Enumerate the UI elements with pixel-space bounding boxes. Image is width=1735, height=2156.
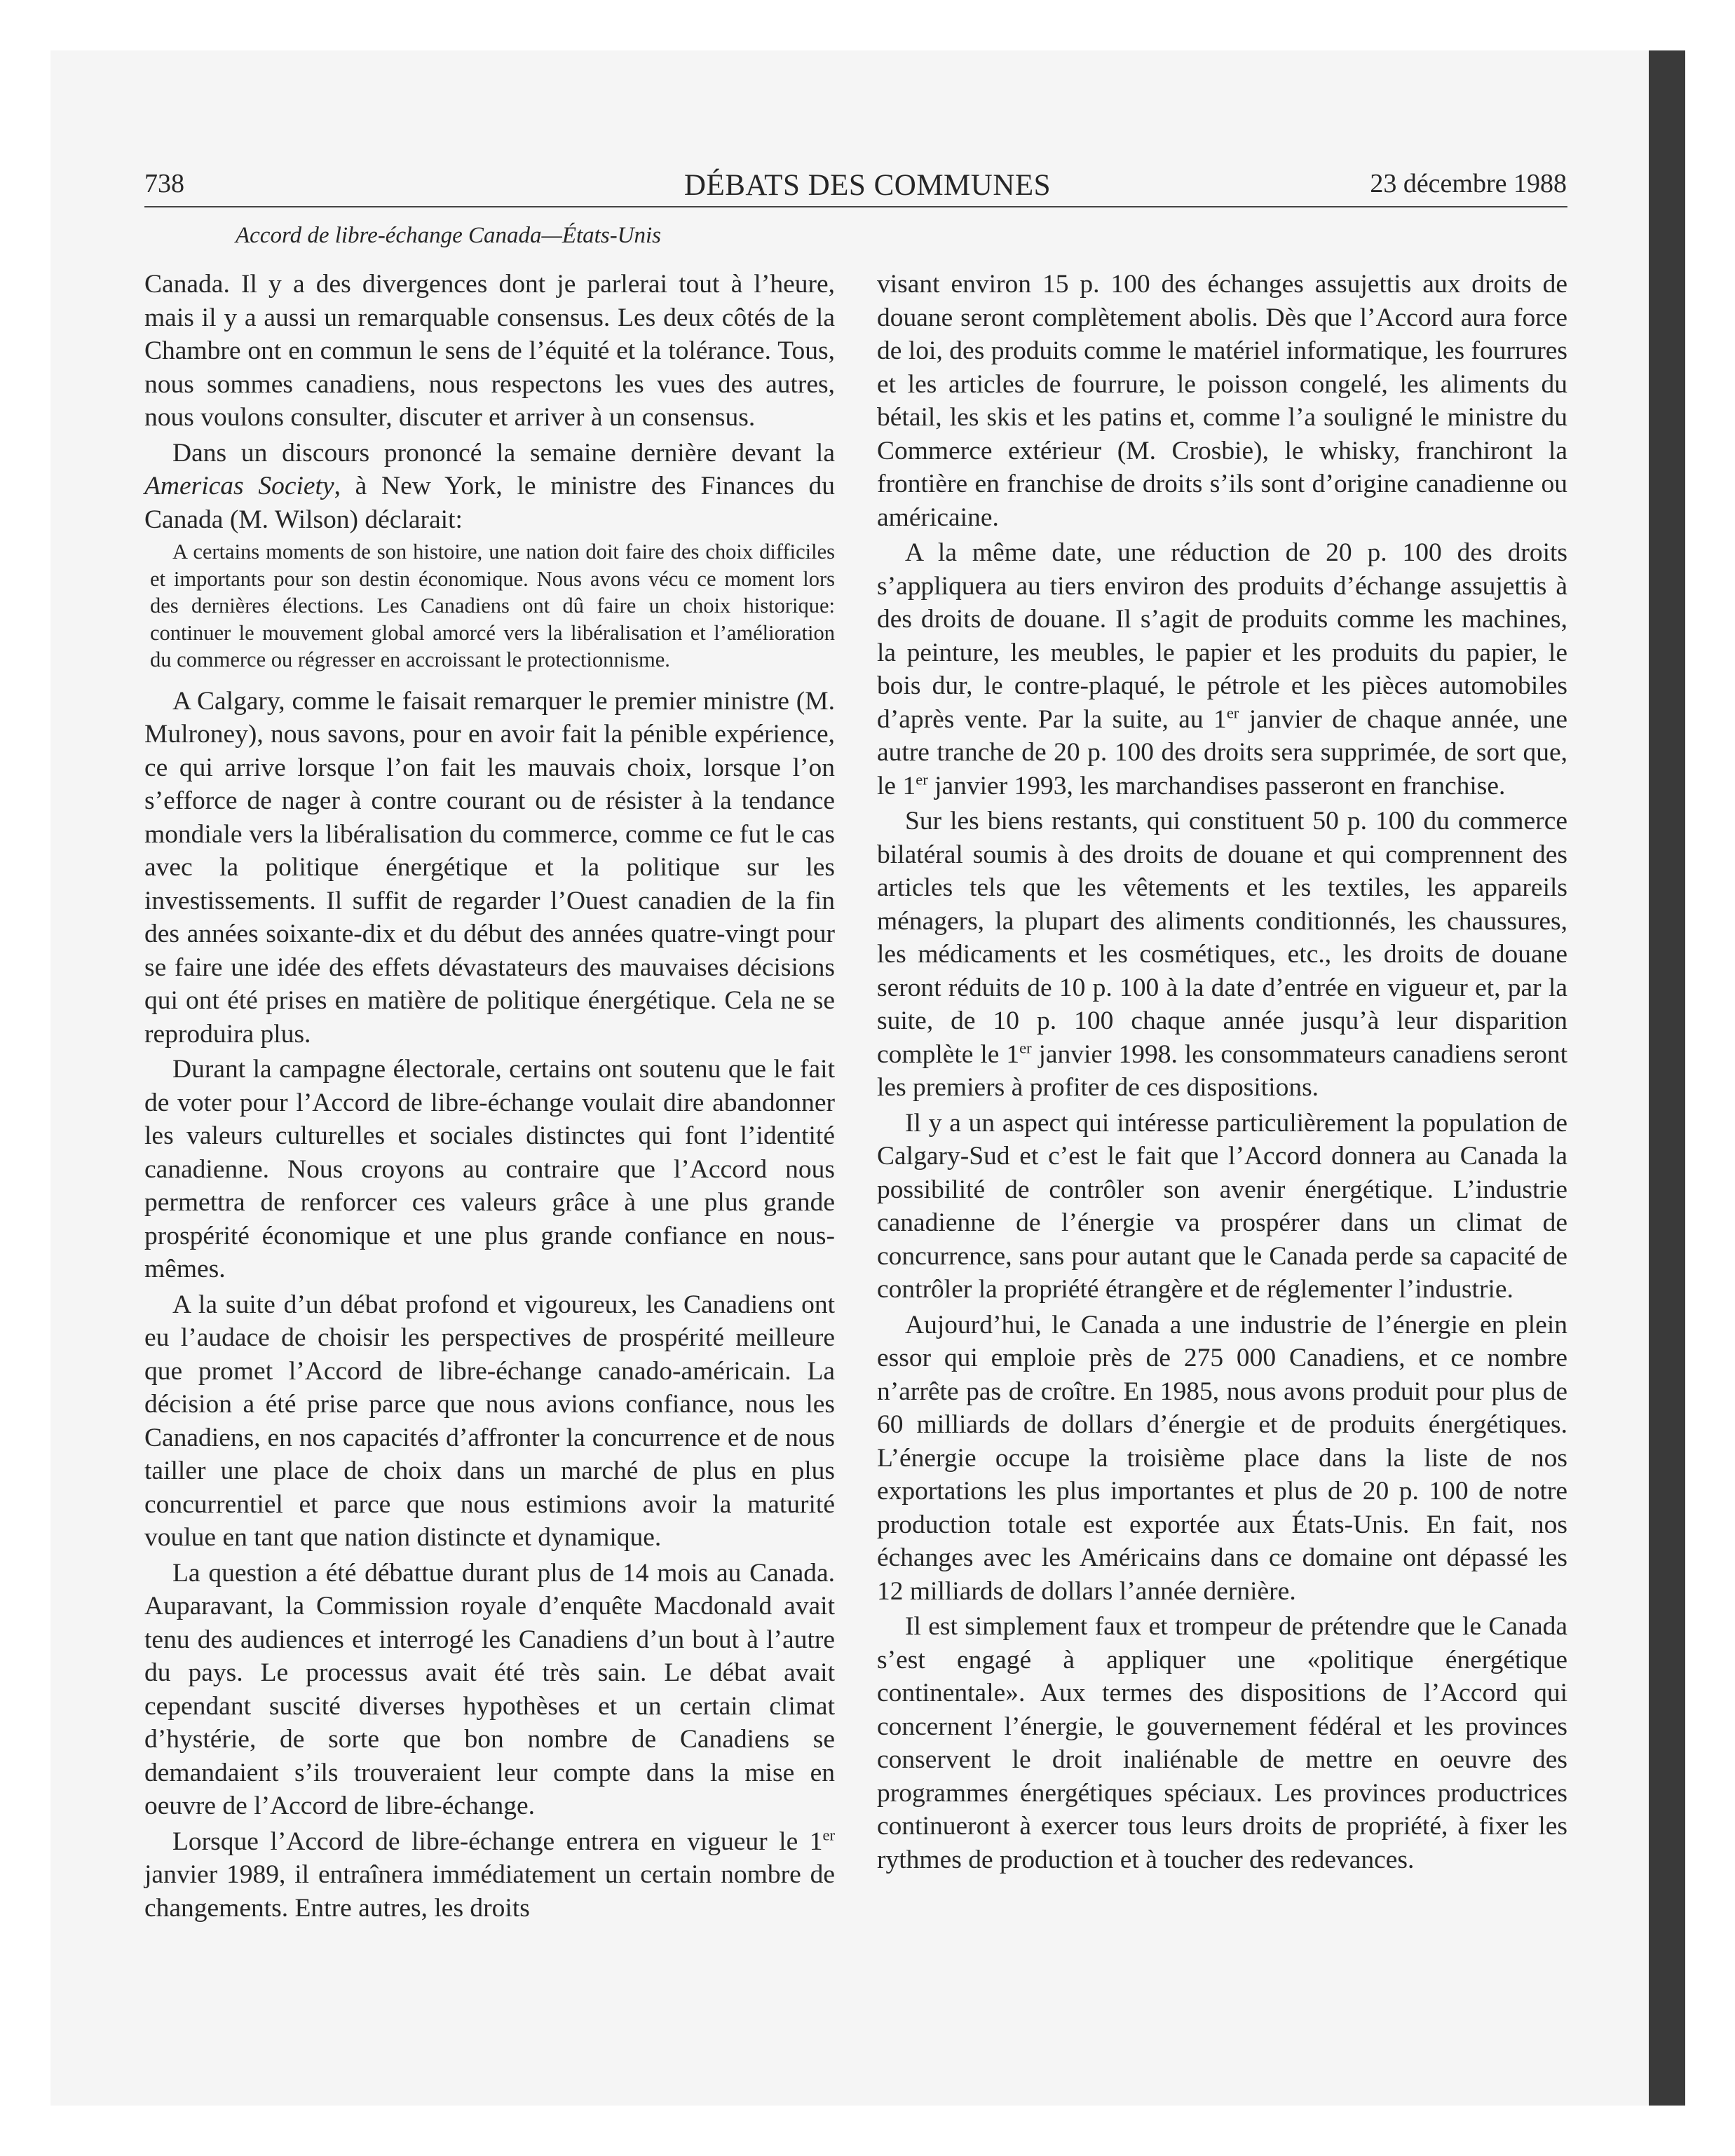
block-quote: A certains moments de son histoire, une nation doit faire des choix difficiles et importants pour son destin économique. Nous avons vécu ce moment lors des dernières élections. Les Canadiens ont dû faire un choix historique: continuer le mouvement global amorcé vers la libéralisation et l’amélioration du commerce ou régresser en accroissant le protectionnisme. — [150, 540, 835, 671]
paragraph — [877, 536, 1567, 803]
paragraph: A Calgary, comme le faisait remarquer le premier ministre (M. Mulroney), nous savons, pour en avoir fait la pénible expérience, ce qui arrive lorsque l’on fait les mauvais choix, lorsque l’on s’efforce de nager à contre courant ou de résister à la tendance mondiale vers la libéralisation du commerce, comme ce fut le cas avec la politique énergétique et la politique sur les investissements. Il suffit de regarder l’Ouest canadien de la fin des années soixante-dix et du début des années quatre-vingt pour se faire une idée des effets dévastateurs des mauvaises décisions qui ont été prises en matière de politique énergétique. Cela ne se reproduira plus. — [144, 686, 835, 1049]
ordinal-superscript: er — [916, 770, 928, 788]
paragraph: visant environ 15 p. 100 des échanges assujettis aux droits de douane seront complètement abolis. Dès que l’Accord aura force de loi, des produits comme le matériel informatique, les fourrures et les articles de fourrure, le poisson congelé, les aliments du bétail, les skis et les patins et, comme l’a souligné le ministre du Commerce extérieur (M. Crosbie), le whisky, franchiront la frontière en franchise de droits s’ils sont d’origine canadienne ou américaine. — [877, 270, 1567, 532]
right-column — [877, 268, 1567, 1878]
paragraph-text: Lorsque l’Accord de libre-échange entrera en vigueur le 1 — [172, 1827, 823, 1856]
paragraph: Il est simplement faux et trompeur de prétendre que le Canada s’est engagé à appliquer une «politique énergétique continentale». Aux termes des dispositions de l’Accord qui concernent l’énergie, le gouvernement fédéral et les provinces conservent le droit inaliénable de mettre en oeuvre des programmes énergétiques spéciaux. Les provinces productrices continueront à exercer tous leurs droits de propriété, à fixer les rythmes de production et à toucher des redevances. — [877, 1612, 1567, 1874]
header-rule — [144, 206, 1567, 207]
binding-edge — [1649, 50, 1685, 2106]
page-number: 738 — [144, 169, 184, 198]
paragraph: Il y a un aspect qui intéresse particulièrement la population de Calgary-Sud et c’est le fait que l’Accord donnera au Canada la possibilité de contrôler son avenir énergétique. L’industrie canadienne de l’énergie va prospérer dans un climat de concurrence, sans pour autant que le Canada perde sa capacité de contrôler la propriété étrangère et de réglementer l’industrie. — [877, 1108, 1567, 1304]
society-name: Americas Society — [144, 472, 334, 500]
paragraph-text: janvier 1993, les marchandises passeront en franchise. — [927, 771, 1506, 800]
paragraph-text: , à New York, le ministre des Finances du Canada (M. Wilson) déclarait: — [144, 472, 835, 534]
paragraph: Durant la campagne électorale, certains ont soutenu que le fait de voter pour l’Accord de libre-échange voulait dire abandonner les valeurs culturelles et sociales distinctes qui font l’identité canadienne. Nous croyons au contraire que l’Accord nous permettra de renforcer ces valeurs grâce à une plus grande prospérité économique et une plus grande confiance en nous-mêmes. — [144, 1055, 835, 1283]
paragraph: A la suite d’un débat profond et vigoureux, les Canadiens ont eu l’audace de choisir les perspectives de prospérité meilleure que promet l’Accord de libre-échange canado-américain. La décision a été prise parce que nous avions confiance, nous les Canadiens, en nos capacités d’affronter la concurrence et de nous tailler une place de choix dans un marché de plus en plus concurrentiel et parce que nous estimions avoir la maturité voulue en tant que nation distincte et dynamique. — [144, 1290, 835, 1552]
paragraph: Aujourd’hui, le Canada a une industrie de l’énergie en plein essor qui emploie près de 275 000 Canadiens, et ce nombre n’arrête pas de croître. En 1985, nous avons produit pour plus de 60 milliards de dollars d’énergie et de produits énergétiques. L’énergie occupe la troisième place dans la liste de nos exportations les plus importantes et plus de 20 p. 100 de notre production totale est exportée aux États-Unis. En fait, nos échanges avec les Américains dans ce domaine ont dépassé les 12 milliards de dollars l’année dernière. — [877, 1310, 1567, 1606]
paragraph-text: janvier 1998. les consommateurs canadiens seront les premiers à profiter de ces dispositions. — [877, 1039, 1567, 1102]
paragraph: Canada. Il y a des divergences dont je parlerai tout à l’heure, mais il y a aussi un remarquable consensus. Les deux côtés de la Chambre ont en commun le sens de l’équité et la tolérance. Tous, nous sommes canadiens, nous respectons les vues des autres, nous voulons consulter, discuter et arriver à un consensus. — [144, 270, 835, 432]
ordinal-superscript: er — [822, 1826, 835, 1843]
paragraph-text: janvier 1989, il entraînera immédiatement un certain nombre de changements. Entre autres, les droits — [144, 1860, 835, 1923]
paragraph — [877, 805, 1567, 1105]
paragraph-text: A la même date, une réduction de 20 p. 100 des droits s’appliquera au tiers environ des produits d’échange assujettis à des droits de douane. Il s’agit de produits comme les machines, la peinture, les meubles, le papier et les produits du papier, le bois dur, le contre-plaqué, le pétrole et les pièces automobiles d’après vente. Par la suite, au 1 — [877, 538, 1567, 734]
page-date: 23 décembre 1988 — [1370, 169, 1567, 198]
left-column — [144, 268, 835, 1927]
section-title: Accord de libre-échange Canada—États-Unis — [236, 223, 662, 248]
ordinal-superscript: er — [1226, 704, 1239, 721]
paragraph-text: Sur les biens restants, qui constituent 50 p. 100 du commerce bilatéral soumis à des droits de douane et qui comprennent des articles tels que les vêtements et les textiles, les appareils ménagers, la plupart des aliments conditionnés, les chaussures, les médicaments et les cosmétiques, etc., les droits de douane seront réduits de 10 p. 100 à la date d’entrée en vigueur et, par la suite, de 10 p. 100 chaque année jusqu’à leur disparition complète le 1 — [877, 807, 1567, 1069]
paragraph-text: janvier de chaque année, une autre tranche de 20 p. 100 des droits sera supprimée, de sort que, le 1 — [877, 704, 1567, 800]
ordinal-superscript: er — [1019, 1039, 1032, 1056]
paragraph: La question a été débattue durant plus de 14 mois au Canada. Auparavant, la Commission royale d’enquête Macdonald avait tenu des audiences et interrogé les Canadiens d’un bout à l’autre du pays. Le processus avait été très sain. Le débat avait cependant suscité diverses hypothèses et un certain climat d’hystérie, de sorte que bon nombre de Canadiens se demandaient s’ils trouveraient leur compte dans la mise en oeuvre de l’Accord de libre-échange. — [144, 1558, 835, 1820]
journal-title: DÉBATS DES COMMUNES — [683, 169, 1052, 202]
paragraph — [144, 437, 835, 537]
paragraph-text: Dans un discours prononcé la semaine dernière devant la — [172, 438, 835, 468]
paragraph — [144, 1825, 835, 1925]
